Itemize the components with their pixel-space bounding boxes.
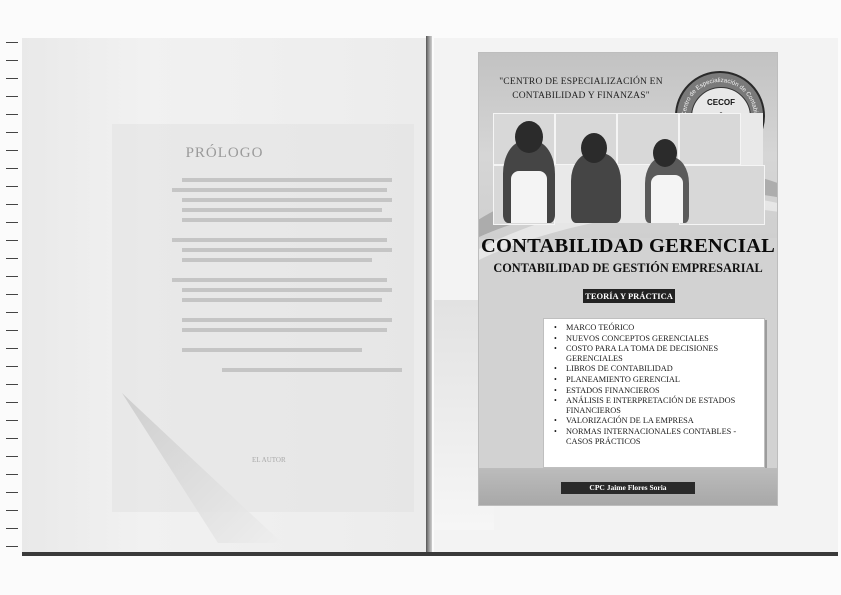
faded-line	[182, 178, 392, 182]
faded-line	[172, 238, 387, 242]
faded-line	[182, 298, 382, 302]
contents-item: • MARCO TEÓRICO	[554, 323, 758, 333]
contents-item: • NORMAS INTERNACIONALES CONTABLES - CASOS PRÁCTICOS	[554, 427, 758, 446]
contents-item: • NUEVOS CONCEPTOS GERENCIALES	[554, 334, 758, 344]
author-name: CPC Jaime Flores Soria	[561, 482, 695, 494]
faded-line	[172, 278, 387, 282]
prologue-signature: EL AUTOR	[252, 456, 286, 464]
faded-line	[172, 188, 387, 192]
contents-item: • ESTADOS FINANCIEROS	[554, 386, 758, 396]
faded-line	[222, 368, 402, 372]
book-cover	[478, 52, 778, 506]
svg-text:Centro de Especialización de C: entro de Especialización de Contab	[681, 76, 759, 112]
seal-acronym: CECOF	[707, 98, 735, 107]
scan-bottom-edge	[22, 552, 838, 556]
left-page	[22, 38, 427, 553]
faded-line	[182, 248, 392, 252]
book-spine	[426, 36, 432, 556]
book-title: CONTABILIDAD GERENCIAL	[481, 235, 775, 257]
faded-line	[182, 288, 392, 292]
institution-line-2: CONTABILIDAD Y FINANZAS"	[512, 91, 650, 101]
faded-line	[182, 348, 362, 352]
photo-window-panel	[679, 165, 765, 225]
faded-line	[182, 208, 382, 212]
contents-item: • LIBROS DE CONTABILIDAD	[554, 364, 758, 374]
book-subtitle: CONTABILIDAD DE GESTIÓN EMPRESARIAL	[493, 261, 763, 275]
contents-item: • COSTO PARA LA TOMA DE DECISIONES GERENCIALES	[554, 344, 758, 363]
person-head	[653, 139, 677, 167]
person-head	[581, 133, 607, 163]
person-shirt	[511, 171, 547, 223]
prologue-heading: PRÓLOGO	[185, 145, 264, 161]
theory-practice-badge: TEORÍA Y PRÁCTICA	[583, 289, 675, 303]
photo-window-panel	[679, 113, 741, 165]
faded-line	[182, 258, 372, 262]
contents-box	[543, 318, 765, 468]
person-head	[515, 121, 543, 153]
person-figure	[571, 153, 621, 223]
person-shirt	[651, 175, 683, 223]
spiral-binding	[6, 38, 20, 553]
faded-line	[182, 318, 392, 322]
institution-name	[491, 75, 671, 103]
contents-item: • ANÁLISIS E INTERPRETACIÓN DE ESTADOS FINANCIEROS	[554, 396, 758, 415]
faded-line	[182, 198, 392, 202]
contents-list	[544, 319, 764, 446]
institution-line-1: "CENTRO DE ESPECIALIZACIÓN EN	[499, 77, 663, 87]
office-workers-photo	[493, 113, 763, 223]
contents-item: • VALORIZACIÓN DE LA EMPRESA	[554, 416, 758, 426]
faded-line	[182, 218, 392, 222]
contents-item: • PLANEAMIENTO GERENCIAL	[554, 375, 758, 385]
faded-line	[182, 328, 387, 332]
